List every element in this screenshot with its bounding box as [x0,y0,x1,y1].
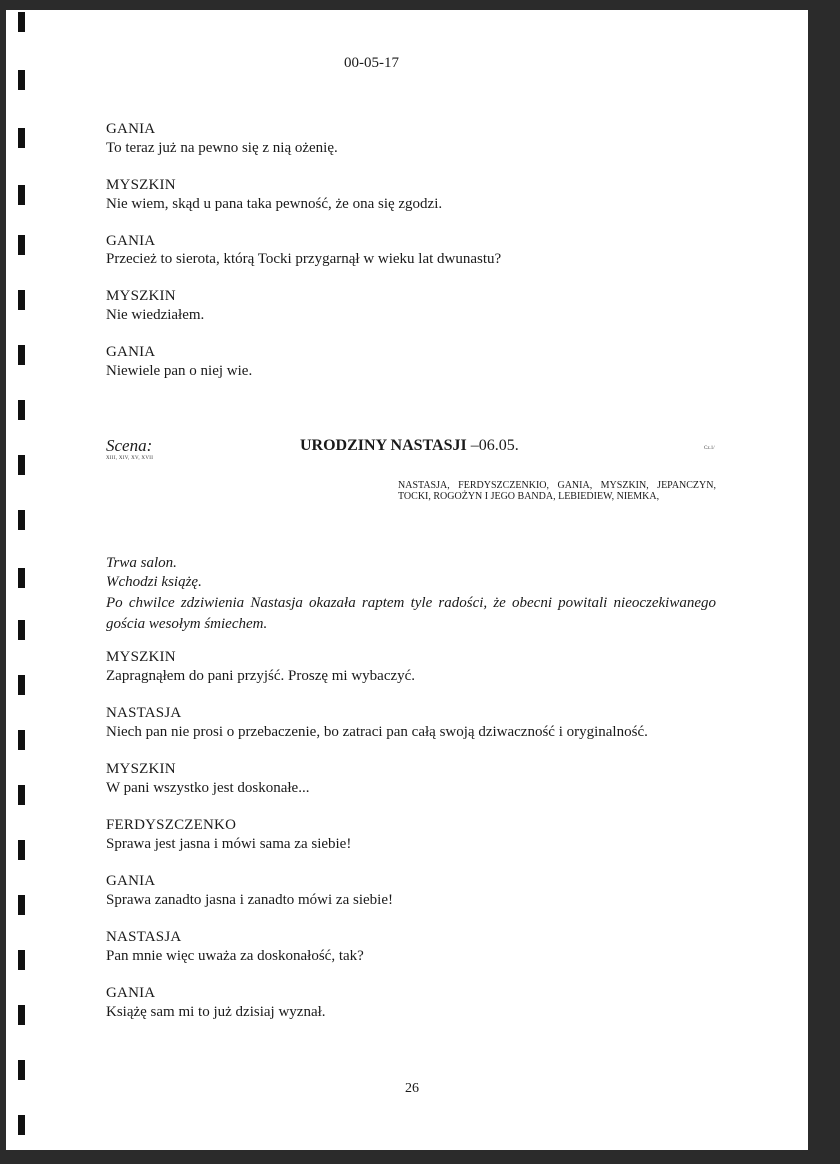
binding-mark [18,70,25,90]
binding-mark [18,128,25,148]
dialogue-line: Pan mnie więc uważa za doskonałość, tak? [106,948,364,964]
binding-mark [18,675,25,695]
dialogue-line: To teraz już na pewno się z nią ożenię. [106,140,338,156]
dialogue-line: Przecież to sierota, którą Tocki przygarnął w wieku lat dwunastu? [106,251,502,267]
scene-part-ref: Cz.1/ [704,446,715,451]
dialogue-line: Niech pan nie prosi o przebaczenie, bo zatraci pan całą swoją dziwaczność i oryginalność. [106,724,648,740]
speaker-name: GANIA [106,121,156,137]
dialogue-line: W pani wszystko jest doskonałe... [106,780,310,796]
dialogue-line: Sprawa zanadto jasna i zanadto mówi za siebie! [106,892,393,908]
binding-mark [18,455,25,475]
binding-mark [18,950,25,970]
speaker-name: GANIA [106,344,156,360]
stage-direction-paragraph: Po chwilce zdziwienia Nastasja okazała raptem tyle radości, że obecni powitali nieoczekiwanego gościa wesołym śmiechem. [106,595,716,632]
binding-mark [18,785,25,805]
dialogue-line: Sprawa jest jasna i mówi sama za siebie! [106,836,352,852]
binding-mark [18,510,25,530]
binding-mark [18,235,25,255]
dialogue-line: Nie wiem, skąd u pana taka pewność, że ona się zgodzi. [106,196,443,212]
dialogue-line: Książę sam mi to już dzisiaj wyznał. [106,1004,326,1020]
binding-mark [18,400,25,420]
stage-direction: Trwa salon. [106,555,177,571]
scene-chapter-refs: XIII, XIV, XV, XVII [106,456,154,461]
speaker-name: GANIA [106,985,156,1001]
binding-mark [18,290,25,310]
scene-title [300,437,519,455]
scene-date: –06.05. [466,437,519,454]
binding-mark [18,568,25,588]
header-date: 00-05-17 [344,55,399,71]
speaker-name: GANIA [106,233,156,249]
binding-mark [18,895,25,915]
dialogue-line: Nie wiedziałem. [106,307,205,323]
speaker-name: GANIA [106,873,156,889]
stage-direction: Wchodzi książę. [106,574,202,590]
speaker-name: NASTASJA [106,705,182,721]
binding-mark [18,1005,25,1025]
cast-list: NASTASJA, FERDYSZCZENKIO, GANIA, MYSZKIN, JEPANCZYN, TOCKI, ROGOŻYN I JEGO BANDA, LEBIEDIEW, NIEMKA, [398,480,716,502]
speaker-name: MYSZKIN [106,761,176,777]
speaker-name: FERDYSZCZENKO [106,817,237,833]
binding-marks [18,0,28,1164]
dialogue-line: Zapragnąłem do pani przyjść. Proszę mi wybaczyć. [106,668,416,684]
binding-mark [18,730,25,750]
binding-mark [18,1060,25,1080]
speaker-name: MYSZKIN [106,649,176,665]
binding-mark [18,1115,25,1135]
scene-title-text: URODZINY NASTASJI [300,437,467,454]
scene-label: Scena: [106,436,153,455]
dialogue-line: Niewiele pan o niej wie. [106,363,253,379]
speaker-name: NASTASJA [106,929,182,945]
binding-mark [18,840,25,860]
binding-mark [18,620,25,640]
speaker-name: MYSZKIN [106,177,176,193]
page-number: 26 [405,1081,419,1096]
binding-mark [18,12,25,32]
binding-mark [18,185,25,205]
binding-mark [18,345,25,365]
speaker-name: MYSZKIN [106,288,176,304]
